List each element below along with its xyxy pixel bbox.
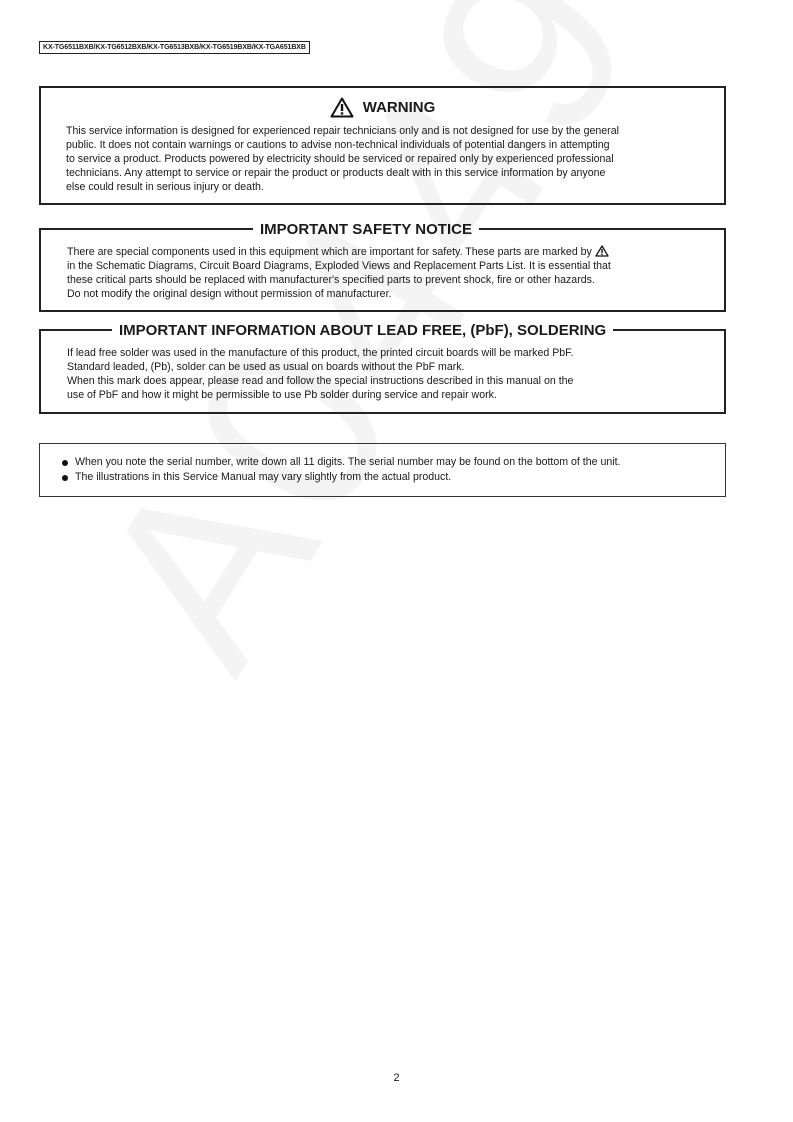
safety-notice-line: these critical parts should be replaced with manufacturer's specified parts to prevent shock, fire or other hazards.: [67, 274, 595, 286]
safety-notice-box: [39, 220, 726, 312]
warning-line: technicians. Any attempt to service or repair the product or products dealt with in this service information by anyone: [66, 167, 606, 179]
safety-notice-title: IMPORTANT SAFETY NOTICE: [260, 220, 472, 238]
safety-notice-line: Do not modify the original design without permission of manufacturer.: [67, 288, 392, 300]
warning-line: This service information is designed for experienced repair technicians only and is not designed for use by the general: [66, 125, 619, 137]
warning-heading: [41, 97, 724, 118]
divider: [479, 228, 726, 230]
divider: [613, 329, 726, 331]
lead-free-title: IMPORTANT INFORMATION ABOUT LEAD FREE, (PbF), SOLDERING: [119, 321, 607, 339]
safety-notice-heading: [39, 220, 726, 238]
warning-triangle-icon: [330, 97, 354, 118]
lead-free-line: When this mark does appear, please read and follow the special instructions described in this manual on the: [67, 375, 574, 387]
page-number: 2: [393, 1072, 400, 1084]
lead-free-text: [67, 346, 707, 402]
divider: [39, 228, 253, 230]
warning-text: [66, 124, 706, 194]
lead-free-line: use of PbF and how it might be permissible to use Pb solder during service and repair work.: [67, 389, 497, 401]
safety-notice-line-text: There are special components used in this equipment which are important for safety. These parts are marked by: [67, 246, 592, 258]
lead-free-line: Standard leaded, (Pb), solder can be used as usual on boards without the PbF mark.: [67, 361, 465, 373]
warning-line: else could result in serious injury or death.: [66, 181, 264, 193]
warning-title: WARNING: [362, 99, 436, 116]
list-item: [62, 455, 621, 470]
lead-free-line: If lead free solder was used in the manufacture of this product, the printed circuit boards will be marked PbF.: [67, 347, 574, 359]
lead-free-heading: [39, 321, 726, 339]
note-text: The illustrations in this Service Manual may vary slightly from the actual product.: [75, 471, 452, 483]
warning-line: to service a product. Products powered by electricity should be serviced or repaired only by experienced professional: [66, 153, 614, 165]
bullet-icon: [62, 460, 68, 466]
warning-box: [39, 86, 726, 205]
safety-notice-line: in the Schematic Diagrams, Circuit Board Diagrams, Exploded Views and Replacement Parts List. It is essential that: [67, 260, 611, 272]
notes-list: [62, 455, 621, 485]
warning-line: public. It does not contain warnings or cautions to advise non-technical individuals of potential dangers in attempting: [66, 139, 610, 151]
list-item: [62, 470, 621, 485]
note-text: When you note the serial number, write down all 11 digits. The serial number may be found on the bottom of the unit.: [75, 456, 621, 468]
safety-notice-text: [67, 245, 717, 301]
bullet-icon: [62, 475, 68, 481]
safety-notice-line: [67, 245, 717, 259]
safety-mark-icon: [595, 245, 609, 257]
model-number-tag: KX-TG6511BXB/KX-TG6512BXB/KX-TG6513BXB/KX-TG6519BXB/KX-TGA651BXB: [39, 41, 310, 54]
divider: [39, 329, 112, 331]
lead-free-box: [39, 321, 726, 414]
notes-box: [39, 443, 726, 497]
